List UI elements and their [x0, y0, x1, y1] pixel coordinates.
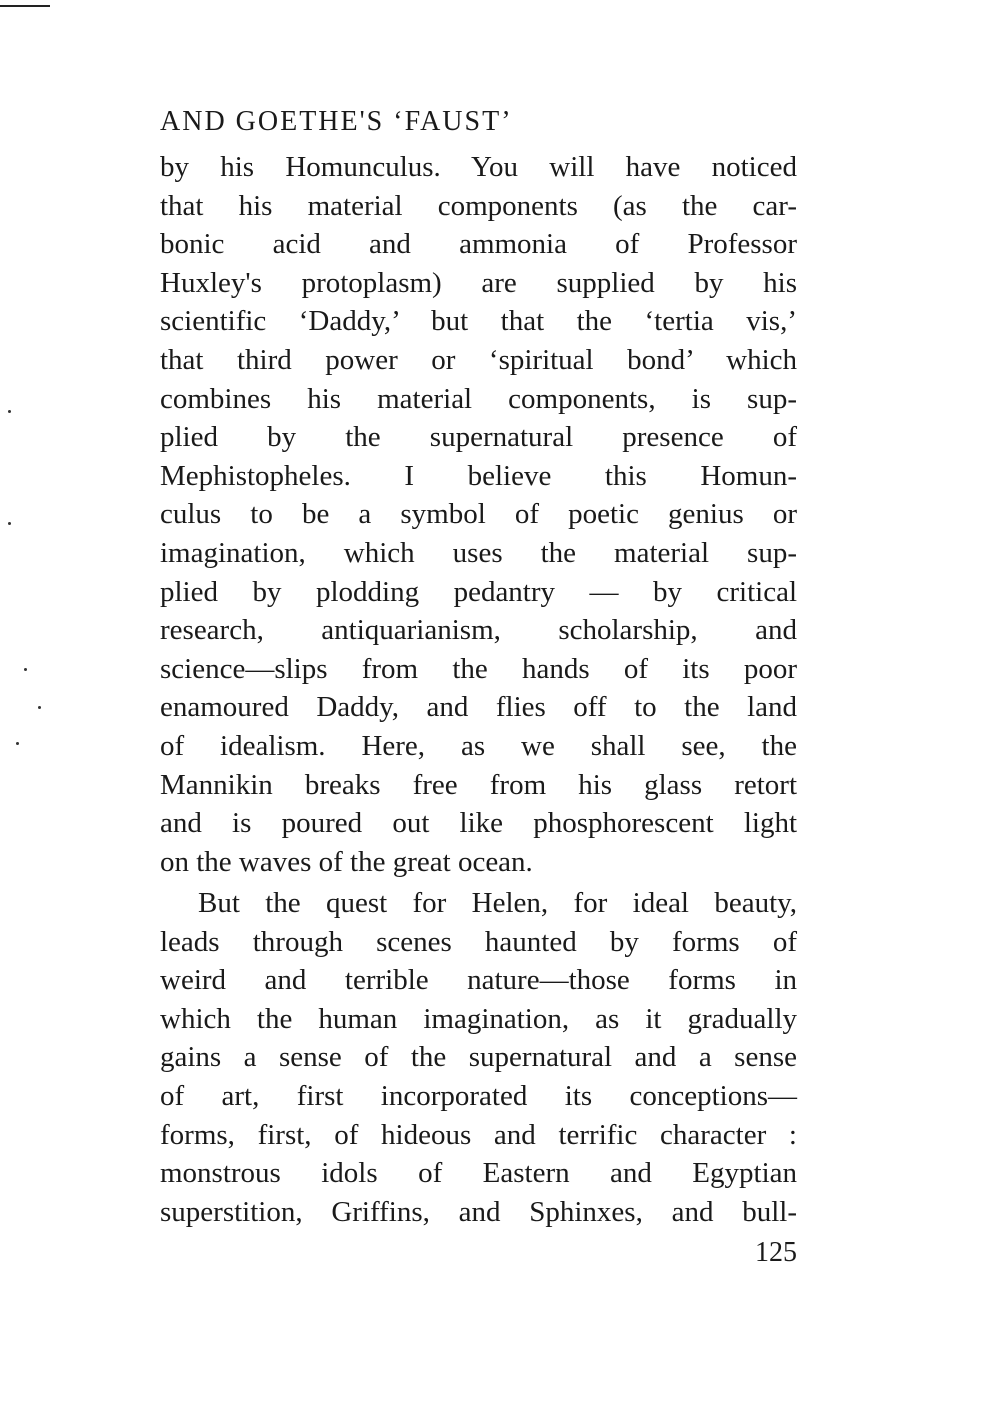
scan-edge-rule [0, 5, 50, 7]
text-line: Mephistopheles. I believe this Homun- [160, 459, 797, 492]
text-line: by his Homunculus. You will have noticed [160, 151, 797, 183]
text-line: which the human imagination, as it gradually [160, 1002, 797, 1035]
scan-speck [38, 706, 41, 709]
text-line: that third power or ‘spiritual bond’ which [160, 343, 797, 376]
paragraph-1 [160, 148, 797, 881]
text-line: culus to be a symbol of poetic genius or [160, 498, 797, 531]
scan-speck [24, 668, 27, 671]
text-line: Huxley's protoplasm) are supplied by his [160, 266, 797, 299]
paragraph-2 [160, 884, 797, 1231]
text-line: on the waves of the great ocean. [160, 845, 533, 878]
text-line: imagination, which uses the material sup- [160, 536, 797, 569]
text-line: science—slips from the hands of its poor [160, 652, 797, 685]
text-line: forms, first, of hideous and terrific character : [160, 1118, 797, 1151]
text-line: Mannikin breaks free from his glass retort [160, 768, 797, 801]
text-line: gains a sense of the supernatural and a sense [160, 1041, 797, 1074]
text-line: superstition, Griffins, and Sphinxes, and bull- [160, 1195, 797, 1228]
text-line: plied by plodding pedantry — by critical [160, 575, 797, 608]
text-line: But the quest for Helen, for ideal beauty, [198, 887, 797, 919]
scan-speck [16, 742, 19, 745]
text-line: of idealism. Here, as we shall see, the [160, 729, 797, 762]
text-line: scientific ‘Daddy,’ but that the ‘tertia vis,’ [160, 305, 797, 338]
text-line: that his material components (as the car- [160, 189, 797, 222]
text-line: bonic acid and ammonia of Professor [160, 228, 797, 261]
scan-speck [8, 410, 11, 413]
text-line: enamoured Daddy, and flies off to the land [160, 691, 797, 724]
text-line: monstrous idols of Eastern and Egyptian [160, 1157, 797, 1190]
text-line: and is poured out like phosphorescent light [160, 807, 797, 840]
text-line: weird and terrible nature—those forms in [160, 964, 797, 997]
running-head: AND GOETHE'S ‘FAUST’ [160, 106, 513, 137]
text-line: of art, first incorporated its conceptions— [160, 1079, 797, 1112]
text-line: plied by the supernatural presence of [160, 421, 797, 454]
page-number: 125 [755, 1237, 797, 1268]
text-line: combines his material components, is sup- [160, 382, 797, 415]
text-line: leads through scenes haunted by forms of [160, 925, 797, 958]
scan-speck [8, 522, 11, 525]
text-line: research, antiquarianism, scholarship, and [160, 614, 797, 647]
